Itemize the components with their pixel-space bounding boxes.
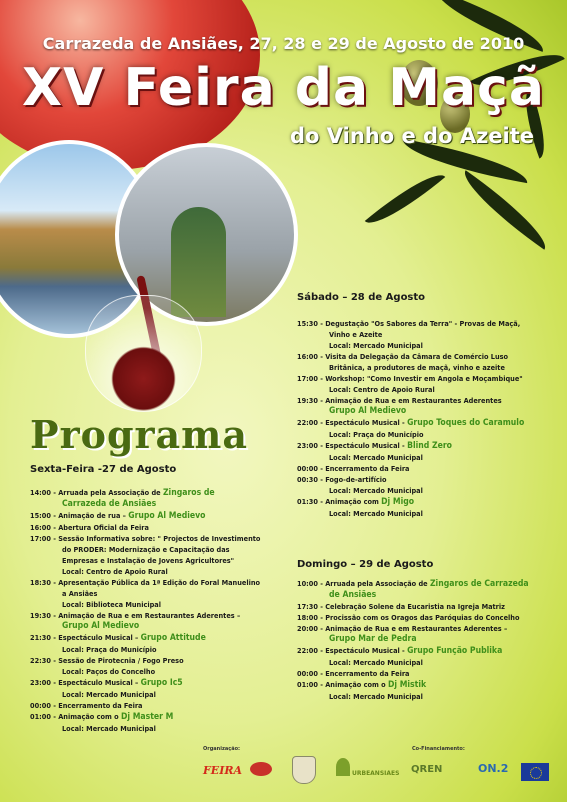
event-line: 00:00 - Encerramento da Feira: [297, 669, 410, 678]
eu-flag-icon: [521, 763, 549, 781]
qren-logo: QREN: [411, 764, 443, 775]
program-event: [297, 612, 562, 623]
event-time: 19:30: [30, 611, 51, 620]
program-event: [30, 677, 290, 700]
event-line: 23:00 - Espectáculo Musical - Blind Zero: [297, 441, 452, 451]
program-event: [297, 351, 562, 373]
program-event: [30, 632, 290, 655]
program-event: [297, 645, 562, 668]
event-text-continued: Vinho e Azeite: [329, 330, 383, 339]
program-event: [297, 318, 562, 351]
event-time: 01:30: [297, 497, 318, 506]
event-time: 16:00: [297, 352, 318, 361]
event-line: 00:00 - Encerramento da Feira: [30, 701, 143, 710]
program-event: [297, 496, 562, 519]
event-time: 10:00: [297, 579, 318, 588]
event-performer: Grupo Função Publika: [407, 646, 503, 656]
friday-title: Sexta-Feira -27 de Agosto: [30, 464, 177, 475]
event-time: 19:30: [297, 396, 318, 405]
event-line: 00:00 - Encerramento da Feira: [297, 464, 410, 473]
event-time: 16:00: [30, 523, 51, 532]
event-line: 10:00 - Arruada pela Associação de Zingaros de Carrazeda: [297, 579, 529, 589]
event-text: Animação com o: [58, 712, 119, 721]
event-line: 17:30 - Celebração Solene da Eucaristia na Igreja Matriz: [297, 602, 505, 611]
event-location: Local: Praça do Município: [329, 430, 424, 439]
event-text: Animação de rua –: [58, 511, 126, 520]
event-performer: Dj Master M: [120, 712, 174, 722]
event-line: 20:00 - Animação de Rua e em Restaurantes Aderentes –: [297, 624, 508, 633]
event-text: Espectáculo Musical –: [58, 633, 139, 642]
event-line: 18:30 - Apresentação Pública da 1ª Edição do Foral Manuelino: [30, 578, 261, 587]
event-text: Animação de Rua e em Restaurantes Aderentes –: [58, 611, 241, 620]
event-text: Degustação "Os Sabores da Terra" - Provas de Maçã,: [325, 319, 521, 328]
program-event: [297, 668, 562, 679]
event-time: 22:30: [30, 656, 51, 665]
program-heading: Programa: [30, 412, 248, 457]
program-event: [30, 655, 290, 677]
event-location: Local: Mercado Municipal: [62, 690, 156, 699]
event-line: 16:00 - Abertura Oficial da Feira: [30, 523, 149, 532]
program-event: [297, 474, 562, 496]
event-time: 17:00: [297, 374, 318, 383]
event-time: 00:00: [297, 669, 318, 678]
event-text: Encerramento da Feira: [325, 669, 410, 678]
event-line: 01:00 - Animação com o Dj Master M: [30, 712, 174, 722]
event-text: Fogo-de-artifício: [325, 475, 387, 484]
event-time: 00:00: [30, 701, 51, 710]
saturday-title: Sábado – 28 de Agosto: [297, 292, 426, 303]
event-time: 00:00: [297, 464, 318, 473]
event-line: 00:30 - Fogo-de-artifício: [297, 475, 387, 484]
event-text-continued: Empresas e Instalação de Jovens Agricultores": [62, 556, 235, 565]
event-text: Celebração Solene da Eucaristia na Igreja Matriz: [325, 602, 505, 611]
event-time: 00:30: [297, 475, 318, 484]
event-location: Local: Centro de Apoio Rural: [62, 567, 168, 576]
friday-events: [30, 487, 290, 734]
event-text: Sessão Informativa sobre: " Projectos de Investimento: [58, 534, 261, 543]
event-text-continued: a Ansiães: [62, 589, 98, 598]
event-line: 21:30 - Espectáculo Musical – Grupo Attitude: [30, 633, 206, 643]
event-location: Local: Mercado Municipal: [329, 453, 423, 462]
program-event: [297, 601, 562, 612]
event-location: Local: Biblioteca Municipal: [62, 600, 161, 609]
event-text: Arruada pela Associação de: [325, 579, 428, 588]
event-time: 14:00: [30, 488, 51, 497]
event-title: XV Feira da Maçã: [22, 58, 545, 118]
feira-logo: FEIRA: [203, 764, 243, 777]
event-text: Espectáculo Musical -: [325, 646, 405, 655]
event-time: 18:00: [297, 613, 318, 622]
program-event: [30, 510, 290, 522]
event-time: 23:00: [297, 441, 318, 450]
event-performer: de Ansiães: [329, 590, 377, 600]
event-location: Local: Mercado Municipal: [329, 486, 423, 495]
event-location: Local: Praça do Município: [62, 645, 157, 654]
event-line: 17:00 - Workshop: "Como Investir em Angola e Moçambique": [297, 374, 523, 383]
urbeansiaes-icon: [336, 758, 350, 776]
event-performer: Grupo Al Medievo: [62, 621, 140, 631]
wine-glass-image: [85, 295, 202, 412]
event-text: Animação com: [325, 497, 379, 506]
event-text: Visita da Delegação da Câmara de Comércio Luso: [325, 352, 509, 361]
event-text: Espectáculo Musical -: [325, 418, 405, 427]
program-event: [297, 417, 562, 440]
event-performer: Grupo Mar de Pedra: [329, 634, 417, 644]
event-text: Animação de Rua e em Restaurantes Aderentes –: [325, 624, 508, 633]
event-time: 17:00: [30, 534, 51, 543]
event-performer: Dj Migo: [381, 497, 415, 507]
event-text: Encerramento da Feira: [325, 464, 410, 473]
program-event: [30, 610, 290, 632]
event-line: 22:00 - Espectáculo Musical - Grupo Função Publika: [297, 646, 503, 656]
event-line: 19:30 - Animação de Rua e em Restaurantes Aderentes –: [30, 611, 241, 620]
event-performer: Grupo Toques do Caramulo: [407, 418, 525, 428]
event-text: Animação de Rua e em Restaurantes Aderentes: [325, 396, 502, 405]
program-event: [297, 578, 562, 601]
event-text: Animação com o: [325, 680, 386, 689]
event-time: 15:30: [297, 319, 318, 328]
sunday-events: [297, 578, 562, 702]
program-event: [30, 711, 290, 734]
event-time: 15:00: [30, 511, 51, 520]
event-text: Espectáculo Musical –: [58, 678, 139, 687]
event-text-continued: do PRODER: Modernização e Capacitação das: [62, 545, 230, 554]
event-time: 01:00: [297, 680, 318, 689]
event-text: Workshop: "Como Investir em Angola e Moçambique": [325, 374, 523, 383]
on2-logo: ON.2: [478, 762, 509, 775]
sunday-title: Domingo – 29 de Agosto: [297, 559, 434, 570]
event-line: 19:30 - Animação de Rua e em Restaurantes Aderentes: [297, 396, 502, 405]
event-line: 14:00 - Arruada pela Associação de Zingaros de: [30, 488, 215, 498]
event-performer: Grupo Al Medievo: [128, 511, 206, 521]
event-line: 22:00 - Espectáculo Musical - Grupo Toques do Caramulo: [297, 418, 525, 428]
event-location: Local: Mercado Municipal: [329, 692, 423, 701]
event-location: Local: Paços do Concelho: [62, 667, 156, 676]
program-event: [297, 395, 562, 417]
program-event: [297, 623, 562, 645]
municipal-crest-icon: [292, 756, 316, 784]
event-location: Local: Mercado Municipal: [329, 509, 423, 518]
event-subtitle: do Vinho e do Azeite: [290, 124, 535, 148]
program-event: [30, 533, 290, 577]
event-time: 17:30: [297, 602, 318, 611]
event-date: Carrazeda de Ansiães, 27, 28 e 29 de Agosto de 2010: [42, 34, 525, 53]
event-performer: Grupo Ic5: [140, 678, 183, 688]
event-time: 21:30: [30, 633, 51, 642]
event-line: 15:00 - Animação de rua – Grupo Al Medievo: [30, 511, 206, 521]
event-text: Sessão de Pirotecnia / Fogo Preso: [58, 656, 184, 665]
event-line: 16:00 - Visita da Delegação da Câmara de Comércio Luso: [297, 352, 509, 361]
program-event: [30, 487, 290, 510]
event-text: Abertura Oficial da Feira: [58, 523, 149, 532]
event-performer: Zingaros de Carrazeda: [429, 579, 529, 589]
event-performer: Grupo Attitude: [140, 633, 206, 643]
event-text-continued: Britânica, a produtores de maçã, vinho e azeite: [329, 363, 505, 372]
apple-logo-icon: [250, 762, 272, 776]
event-time: 23:00: [30, 678, 51, 687]
program-event: [30, 522, 290, 533]
event-performer: Blind Zero: [407, 441, 452, 451]
saturday-events: [297, 318, 562, 519]
event-location: Local: Centro de Apoio Rural: [329, 385, 435, 394]
program-event: [297, 679, 562, 702]
event-time: 18:30: [30, 578, 51, 587]
event-performer: Dj Mistik: [387, 680, 427, 690]
event-time: 20:00: [297, 624, 318, 633]
program-event: [297, 440, 562, 463]
event-time: 22:00: [297, 646, 318, 655]
event-text: Arruada pela Associação de: [58, 488, 161, 497]
urbeansiaes-logo: URBEANSIAES: [352, 770, 400, 777]
event-performer: Zingaros de: [162, 488, 215, 498]
event-line: 01:00 - Animação com o Dj Mistik: [297, 680, 427, 690]
event-text: Procissão com os Oragos das Paróquias do Concelho: [325, 613, 520, 622]
event-line: 01:30 - Animação com Dj Migo: [297, 497, 415, 507]
event-line: 18:00 - Procissão com os Oragos das Paróquias do Concelho: [297, 613, 520, 622]
event-text: Apresentação Pública da 1ª Edição do Foral Manuelino: [58, 578, 261, 587]
event-line: 17:00 - Sessão Informativa sobre: " Projectos de Investimento: [30, 534, 261, 543]
event-text: Espectáculo Musical -: [325, 441, 405, 450]
event-text: Encerramento da Feira: [58, 701, 143, 710]
event-line: 22:30 - Sessão de Pirotecnia / Fogo Preso: [30, 656, 184, 665]
event-location: Local: Mercado Municipal: [329, 658, 423, 667]
event-text-continued: Carrazeda de Ansiães: [62, 499, 157, 509]
event-performer: Grupo Al Medievo: [329, 406, 407, 416]
organizers-label: Organização:: [203, 746, 240, 752]
program-event: [30, 577, 290, 610]
event-time: 01:00: [30, 712, 51, 721]
program-event: [297, 373, 562, 395]
event-location: Local: Mercado Municipal: [329, 341, 423, 350]
cofinancing-label: Co-Financiamento:: [412, 746, 465, 752]
program-event: [297, 463, 562, 474]
program-event: [30, 700, 290, 711]
event-time: 22:00: [297, 418, 318, 427]
event-line: 23:00 - Espectáculo Musical – Grupo Ic5: [30, 678, 183, 688]
event-location: Local: Mercado Municipal: [62, 724, 156, 733]
event-line: 15:30 - Degustação "Os Sabores da Terra" - Provas de Maçã,: [297, 319, 521, 328]
